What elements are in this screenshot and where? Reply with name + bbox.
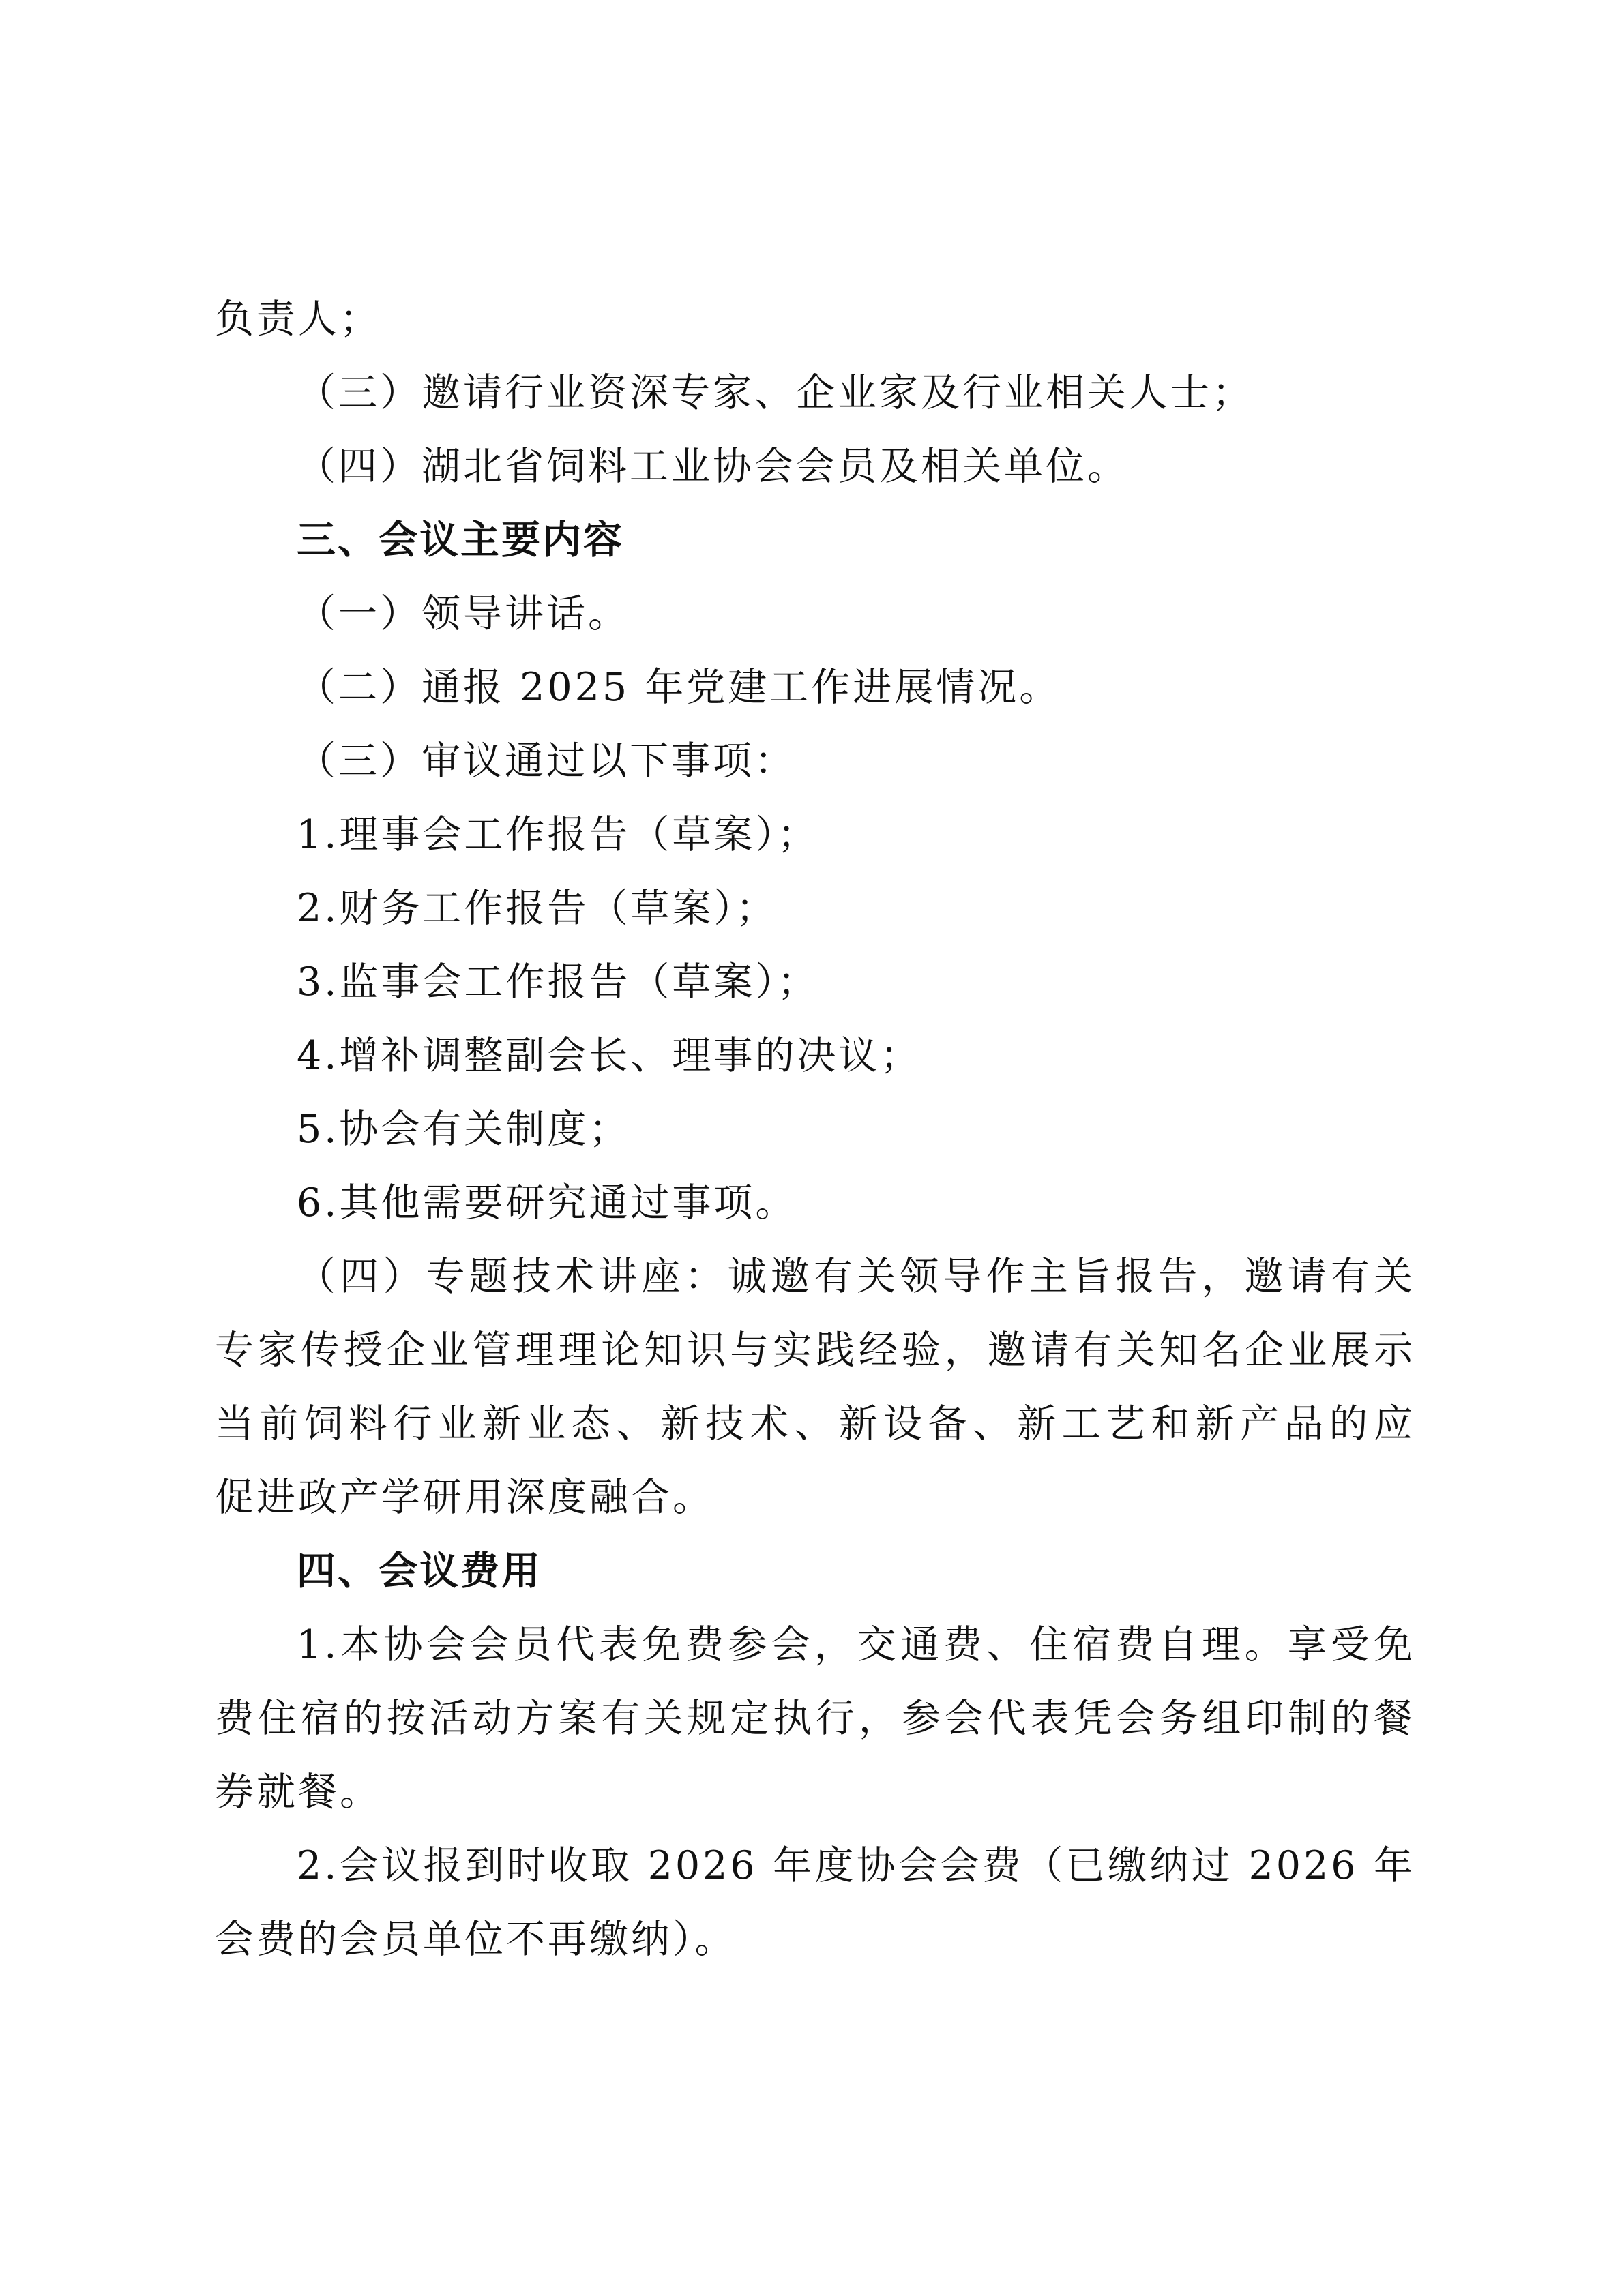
paragraph-line: 2.会议报到时收取 2026 年度协会会费（已缴纳过 2026 年 (297, 1843, 1415, 1888)
continuation-line: 负责人； (215, 297, 381, 342)
sub-item: 2.财务工作报告（草案）； (297, 886, 778, 931)
sub-item: 6.其他需要研究通过事项。 (297, 1180, 797, 1225)
list-item: （四）湖北省饲料工业协会会员及相关单位。 (297, 444, 1129, 489)
paragraph-line: 促进政产学研用深度融合。 (215, 1475, 714, 1520)
paragraph-line: 会费的会员单位不再缴纳）。 (215, 1917, 737, 1962)
sub-item: 5.协会有关制度； (297, 1107, 631, 1152)
list-item: （二）通报 2025 年党建工作进展情况。 (297, 665, 1061, 710)
sub-item: 4.增补调整副会长、理事的决议； (297, 1033, 922, 1078)
sub-item: 1.理事会工作报告（草案）； (297, 812, 819, 857)
section-heading: 四、会议费用 (297, 1549, 542, 1594)
section-heading: 三、会议主要内容 (297, 518, 624, 563)
document-body (215, 282, 1415, 1976)
paragraph-line: 费住宿的按活动方案有关规定执行，参会代表凭会务组印制的餐 (215, 1696, 1415, 1741)
sub-item: 3.监事会工作报告（草案）； (297, 959, 819, 1004)
list-item: （三）审议通过以下事项： (297, 739, 796, 784)
list-item: （一）领导讲话。 (297, 591, 630, 636)
paragraph-line: 1.本协会会员代表免费参会，交通费、住宿费自理。享受免 (297, 1622, 1415, 1667)
paragraph-line: 券就餐。 (215, 1770, 381, 1815)
list-item: （三）邀请行业资深专家、企业家及行业相关人士； (297, 370, 1254, 415)
paragraph-line: （四）专题技术讲座：诚邀有关领导作主旨报告，邀请有关 (297, 1254, 1415, 1299)
paragraph-line: 当前饲料行业新业态、新技术、新设备、新工艺和新产品的应 (215, 1401, 1415, 1446)
paragraph-line: 专家传授企业管理理论知识与实践经验，邀请有关知名企业展示 (215, 1328, 1415, 1373)
